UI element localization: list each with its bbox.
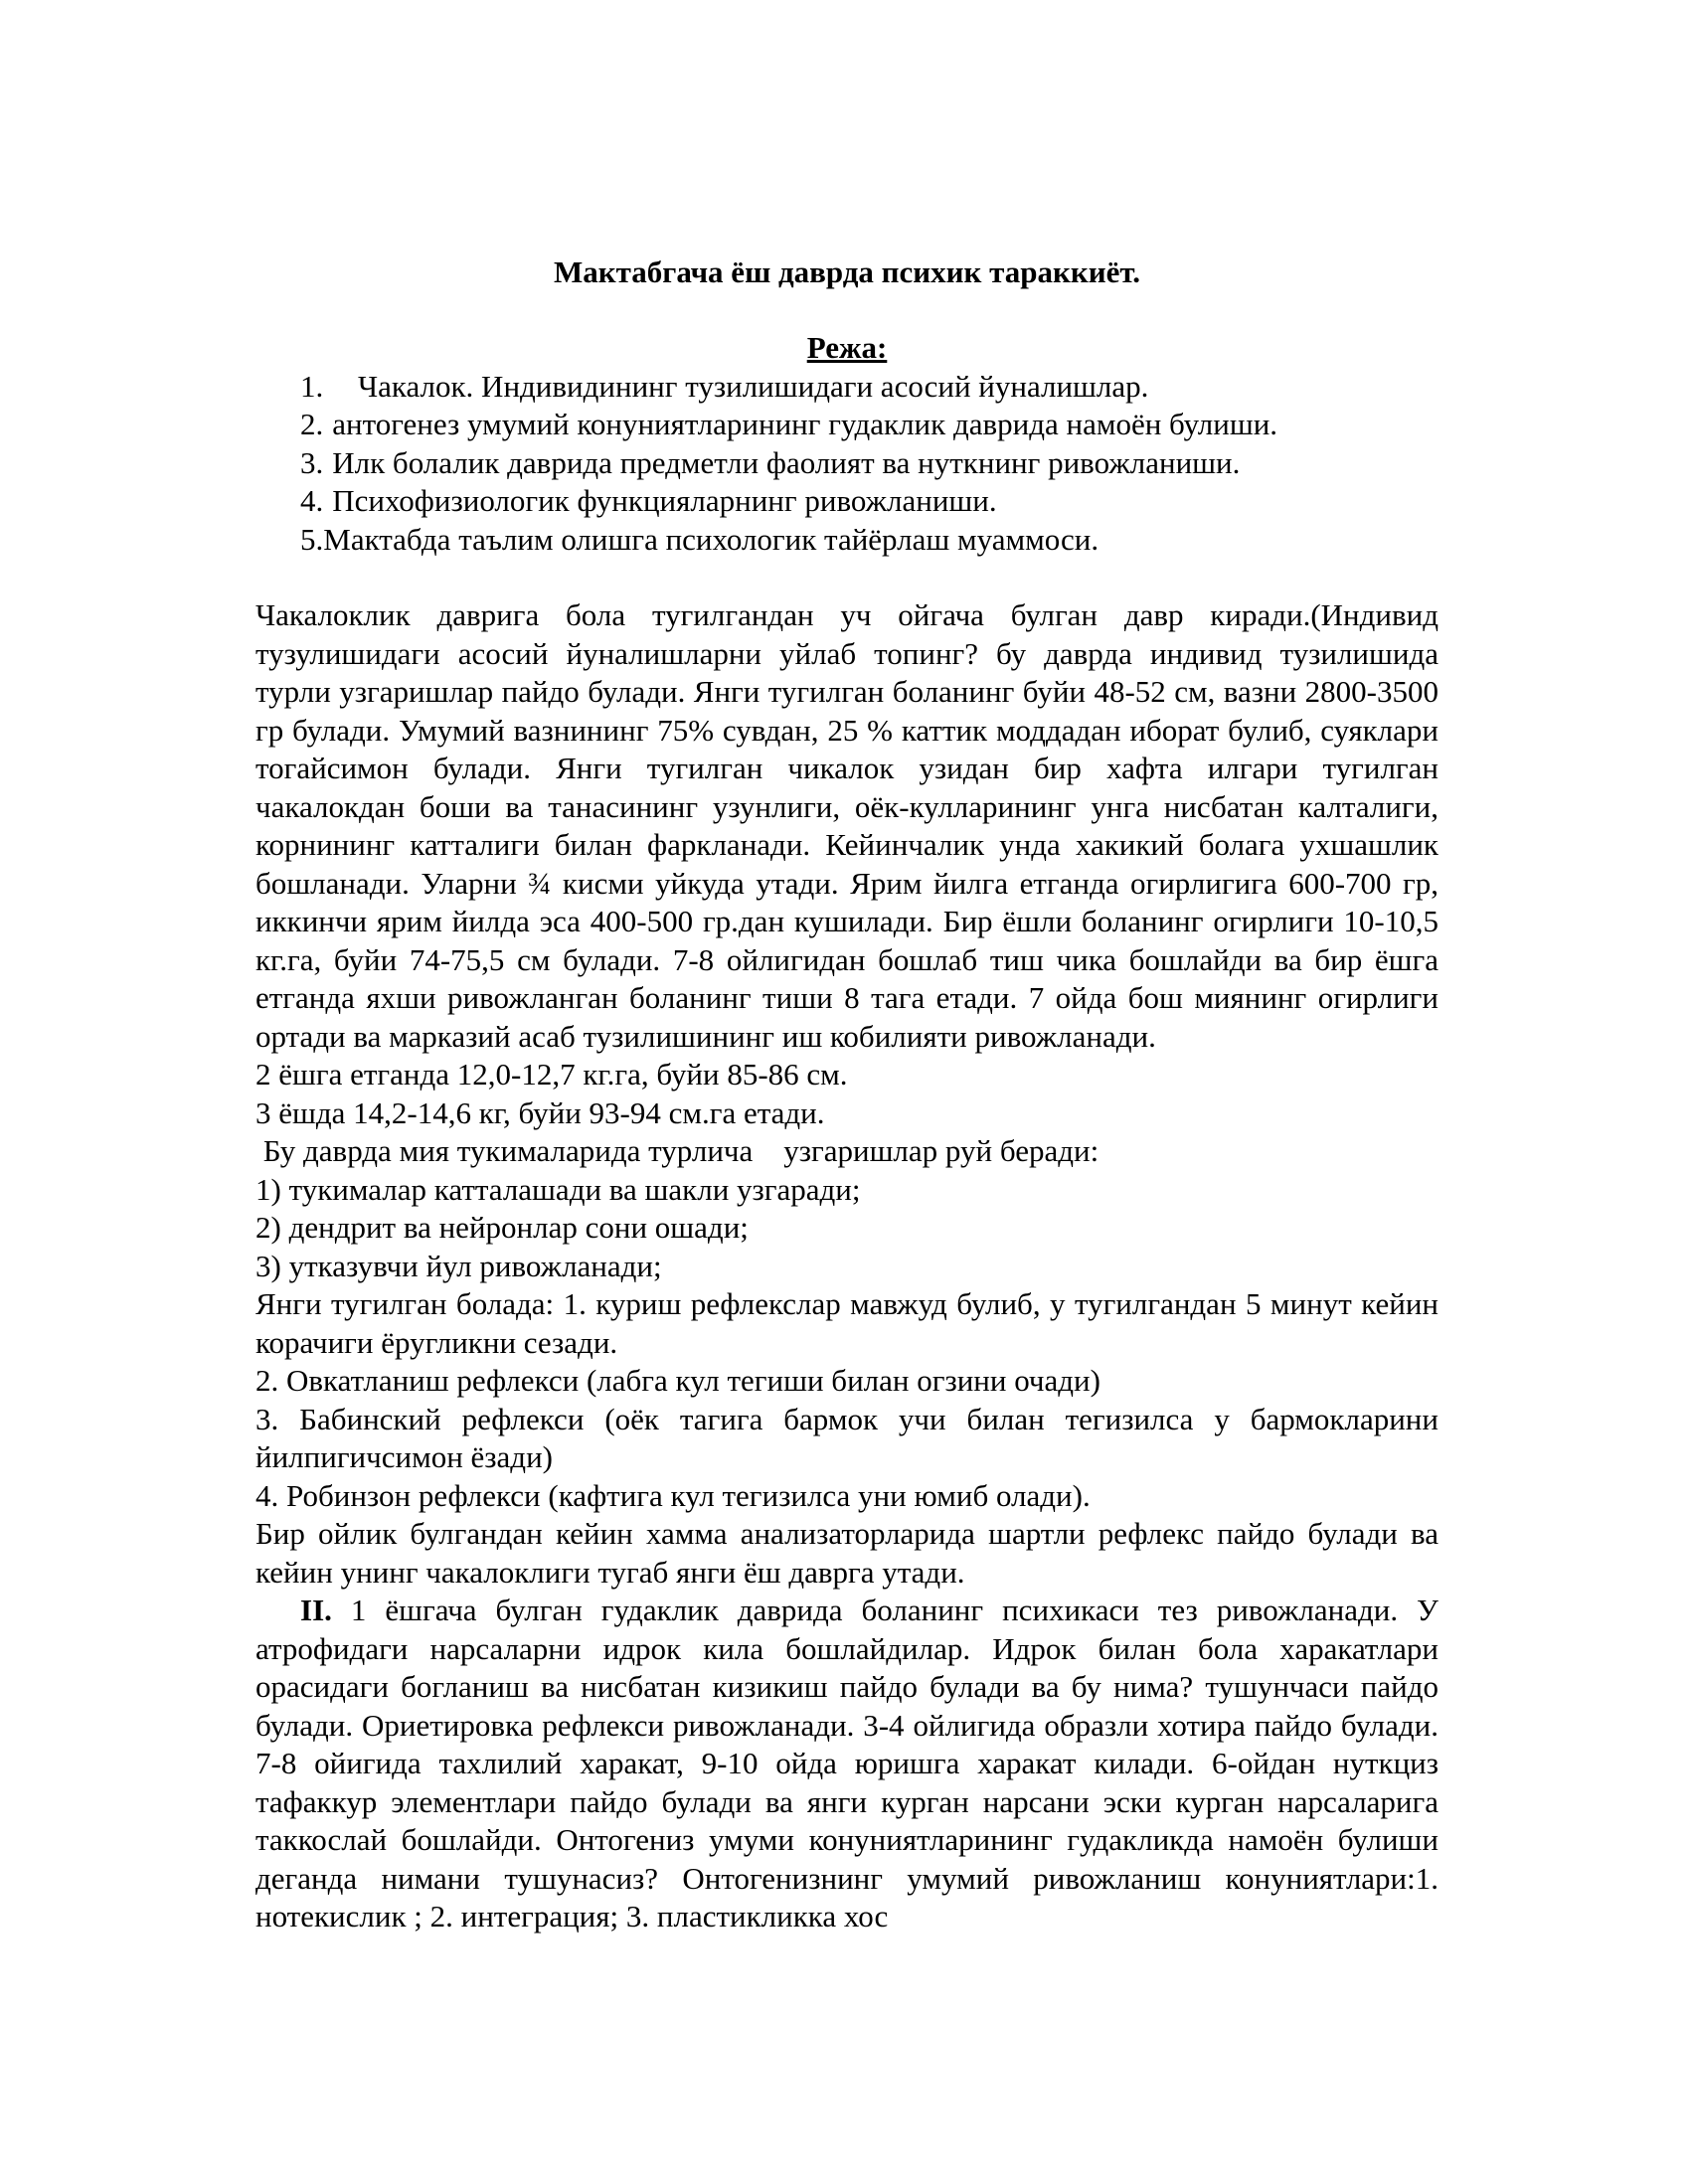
paragraph-newborn: Чакалоклик даврига бола тугилгандан уч ойгача булган давр киради.(Индивид тузулишидаги асосий йуналишларни уйлаб топинг? бу даврда индивид тузилишида турли узгаришлар пайдо булади. Янги тугилган боланинг буйи 48-52 см, вазни 2800-3500 гр булади. Умумий вазнининг 75% сувдан, 25 % каттик моддадан иборат булиб, суяклари тогайсимон булади. Янги тугилган чикалок узидан бир хафта илгари тугилган чакалокдан боши ва танасининг узунлиги, оёк-кулларининг унга нисбатан калталиги, корнининг катталиги билан фаркланади. Кейинчалик унда хакикий болага ухшашлик бошланади. Уларни ¾ кисми уйкуда утади. Ярим йилга етганда огирлигига 600-700 гр, иккинчи ярим йилда эса 400-500 гр.дан кушилади. Бир ёшли боланинг огирлиги 10-10,5 кг.га, буйи 74-75,5 см булади. 7-8 ойлигидан бошлаб тиш чика бошлайди ва бир ёшга етганда яхши ривожланган боланинг тиши 8 тага етади. 7 ойда бош миянинг огирлиги ортади ва марказий асаб тузилишининг иш кобилияти ривожланади.: [255, 597, 1438, 1054]
reflex-4: 4. Робинзон рефлекси (кафтига кул тегизилса уни юмиб олади).: [255, 1477, 1091, 1513]
document-title: Мактабгача ёш даврда психик тараккиёт.: [554, 254, 1140, 289]
plan-item-number: 2.: [300, 407, 324, 441]
brain-change-3: 3) утказувчи йул ривожланади;: [255, 1248, 662, 1283]
plan-item-1: [255, 368, 1438, 407]
plan-item-text: Психофизиологик функцияларнинг ривожланиши.: [332, 483, 997, 518]
paragraph-one-month: Бир ойлик булгандан кейин хамма анализаторларида шартли рефлекс пайдо булади ва кейин унинг чакалоклиги тугаб янги ёш даврга утади.: [255, 1516, 1438, 1590]
plan-item-number: 5.: [300, 521, 324, 557]
reflex-intro: Янги тугилган болада: 1. куриш рефлекслар мавжуд булиб, у тугилгандан 5 минут кейин корачиги ёругликни сезади.: [255, 1286, 1438, 1360]
plan-item-3: [255, 444, 1438, 483]
plan-item-text: Мактабда таълим олишга психологик тайёрлаш муаммоси.: [323, 521, 1099, 557]
brain-change-2: 2) дендрит ва нейронлар сони ошади;: [255, 1210, 749, 1245]
plan-item-2: [255, 406, 1438, 444]
line-age-2: 2 ёшга етганда 12,0-12,7 кг.га, буйи 85-86 см.: [255, 1057, 848, 1092]
plan-item-number: 1.: [300, 368, 324, 404]
plan-item-number: 3.: [300, 444, 324, 480]
plan-item-4: [255, 482, 1438, 521]
plan-list: [255, 368, 1438, 560]
plan-item-text: антогенез умумий конуниятларининг гудаклик даврида намоён булиши.: [332, 407, 1278, 441]
plan-heading: Режа:: [806, 330, 888, 365]
section-2-mark: II.: [300, 1593, 332, 1627]
reflex-3: 3. Бабинский рефлекси (оёк тагига бармок учи билан тегизилса у бармокларини йилпигичсимон ёзади): [255, 1401, 1438, 1474]
plan-item-5: [255, 521, 1438, 560]
section-2-paragraph: [255, 1592, 1438, 1936]
plan-item-number: 4.: [300, 483, 324, 518]
line-brain-changes: Бу даврда мия тукималарида турлича узгаришлар руй беради:: [255, 1133, 1099, 1168]
document-page: [255, 253, 1438, 1936]
plan-item-text: Илк болалик даврида предметли фаолият ва нуткнинг ривожланиши.: [332, 444, 1241, 480]
section-2-text: 1 ёшгача булган гудаклик даврида боланинг психикаси тез ривожланади. У атрофидаги нарсаларни идрок кила бошлайдилар. Идрок билан бола харакатлари орасидаги богланиш ва нисбатан кизикиш пайдо булади ва бу нима? тушунчаси пайдо булади. Ориетировка рефлекси ривожланади. 3-4 ойлигида образли хотира пайдо булади. 7-8 ойигида тахлилий харакат, 9-10 ойда юришга харакат килади. 6-ойдан нуткциз тафаккур элементлари пайдо булади ва янги курган нарсани эски курган нарсаларига таккослай бошлайди. Онтогениз умуми конуниятларининг гудакликда намоён булиши деганда нимани тушунасиз? Онтогенизнинг умумий ривожланиш конуниятлари:1. нотекислик ; 2. интеграция; 3. пластикликка хос: [255, 1593, 1438, 1933]
plan-item-text: Чакалок. Индивидининг тузилишидаги асосий йуналишлар.: [358, 368, 1149, 404]
brain-change-1: 1) тукималар катталашади ва шакли узгаради;: [255, 1171, 861, 1207]
line-age-3: 3 ёшда 14,2-14,6 кг, буйи 93-94 см.га етади.: [255, 1094, 825, 1130]
reflex-2: 2. Овкатланиш рефлекси (лабга кул тегиши билан огзини очади): [255, 1363, 1100, 1398]
